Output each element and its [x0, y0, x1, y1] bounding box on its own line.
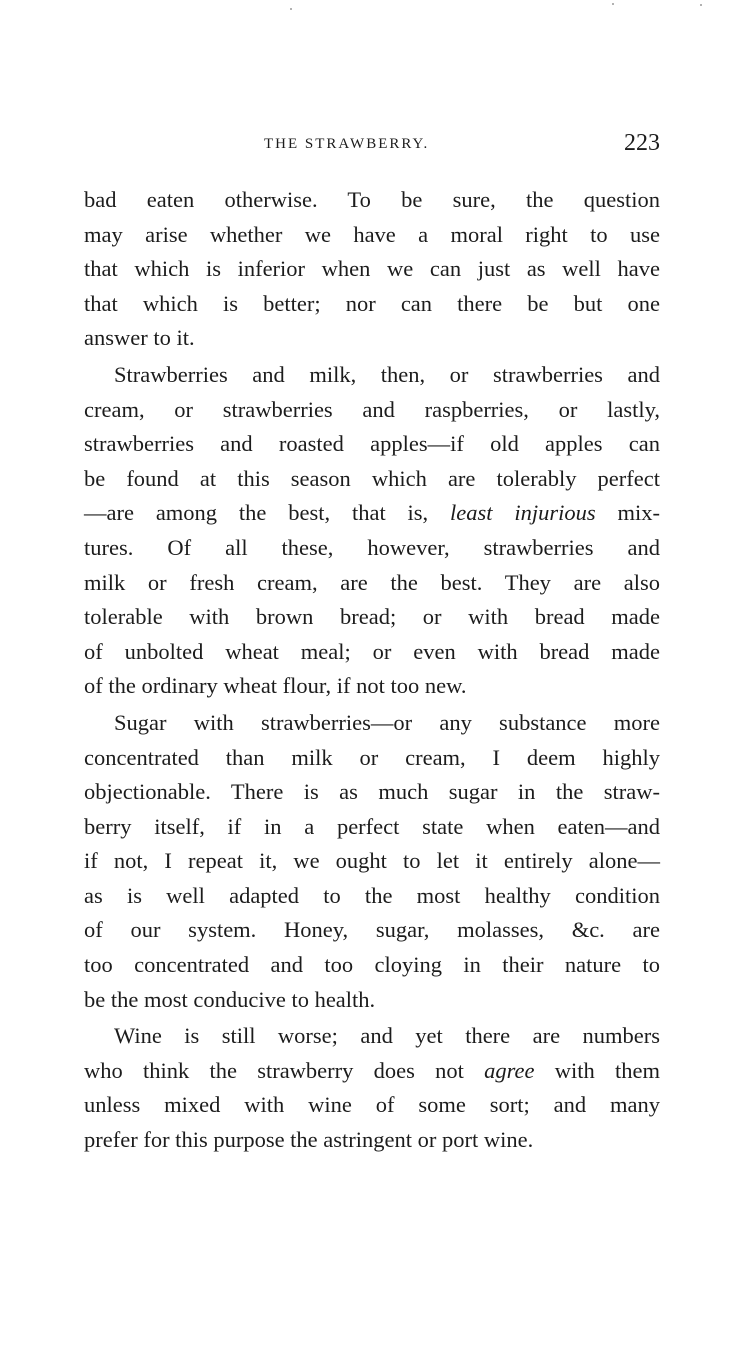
text-line: milk or fresh cream, are the best. They are also — [84, 569, 660, 595]
paragraph — [84, 183, 660, 356]
text-line: unless mixed with wine of some sort; and many — [84, 1092, 660, 1118]
italic-emphasis: agree — [484, 1057, 535, 1083]
paragraph — [84, 358, 660, 704]
text-line: berry itself, if in a perfect state when eaten—and — [84, 813, 660, 839]
text-line: be the most conducive to health. — [84, 986, 376, 1012]
text-line: tolerable with brown bread; or with bread made — [84, 604, 660, 630]
text-line: objectionable. There is as much sugar in the straw- — [84, 779, 660, 805]
text-line: bad eaten otherwise. To be sure, the question — [84, 187, 660, 212]
scan-speck — [700, 4, 702, 6]
text-line: of our system. Honey, sugar, molasses, &c. are — [84, 917, 660, 943]
paragraph — [84, 1019, 660, 1157]
text-line: of unbolted wheat meal; or even with bread made — [84, 638, 660, 664]
running-title: THE STRAWBERRY. — [264, 136, 430, 152]
text-segment: who think the strawberry does not — [84, 1057, 485, 1083]
text-line: may arise whether we have a moral right to use — [84, 221, 660, 247]
paragraph — [84, 706, 660, 1017]
text-line: too concentrated and too cloying in their nature to — [84, 952, 660, 978]
body-text — [84, 183, 660, 1158]
text-line: strawberries and roasted apples—if old apples can — [84, 431, 660, 457]
text-segment: mix- — [595, 500, 661, 526]
text-line: cream, or strawberries and raspberries, or lastly, — [84, 396, 660, 422]
text-line: Sugar with strawberries—or any substance more — [114, 709, 660, 735]
text-line: Strawberries and milk, then, or strawberries and — [114, 361, 660, 387]
page-number: 223 — [624, 130, 660, 156]
text-line: concentrated than milk or cream, I deem highly — [84, 744, 660, 770]
scan-speck — [612, 3, 614, 5]
text-line: if not, I repeat it, we ought to let it entirely alone— — [84, 848, 660, 874]
text-line: tures. Of all these, however, strawberries and — [84, 534, 660, 560]
text-line: that which is inferior when we can just as well have — [84, 256, 660, 282]
text-segment: —are among the best, that is, — [84, 500, 451, 526]
scan-speck — [290, 8, 292, 10]
text-line — [84, 496, 660, 531]
text-line: Wine is still worse; and yet there are numbers — [114, 1023, 660, 1049]
text-line: as is well adapted to the most healthy condition — [84, 882, 660, 908]
text-line — [84, 1054, 660, 1089]
text-line: that which is better; nor can there be but one — [84, 290, 660, 316]
italic-emphasis: least injurious — [450, 500, 596, 526]
text-segment: with them — [534, 1057, 660, 1083]
text-line: prefer for this purpose the astringent or port wine. — [84, 1127, 534, 1153]
text-line: be found at this season which are tolerably perfect — [84, 465, 660, 491]
text-line: of the ordinary wheat flour, if not too new. — [84, 673, 467, 699]
text-line: answer to it. — [84, 325, 195, 351]
running-head — [84, 130, 660, 162]
